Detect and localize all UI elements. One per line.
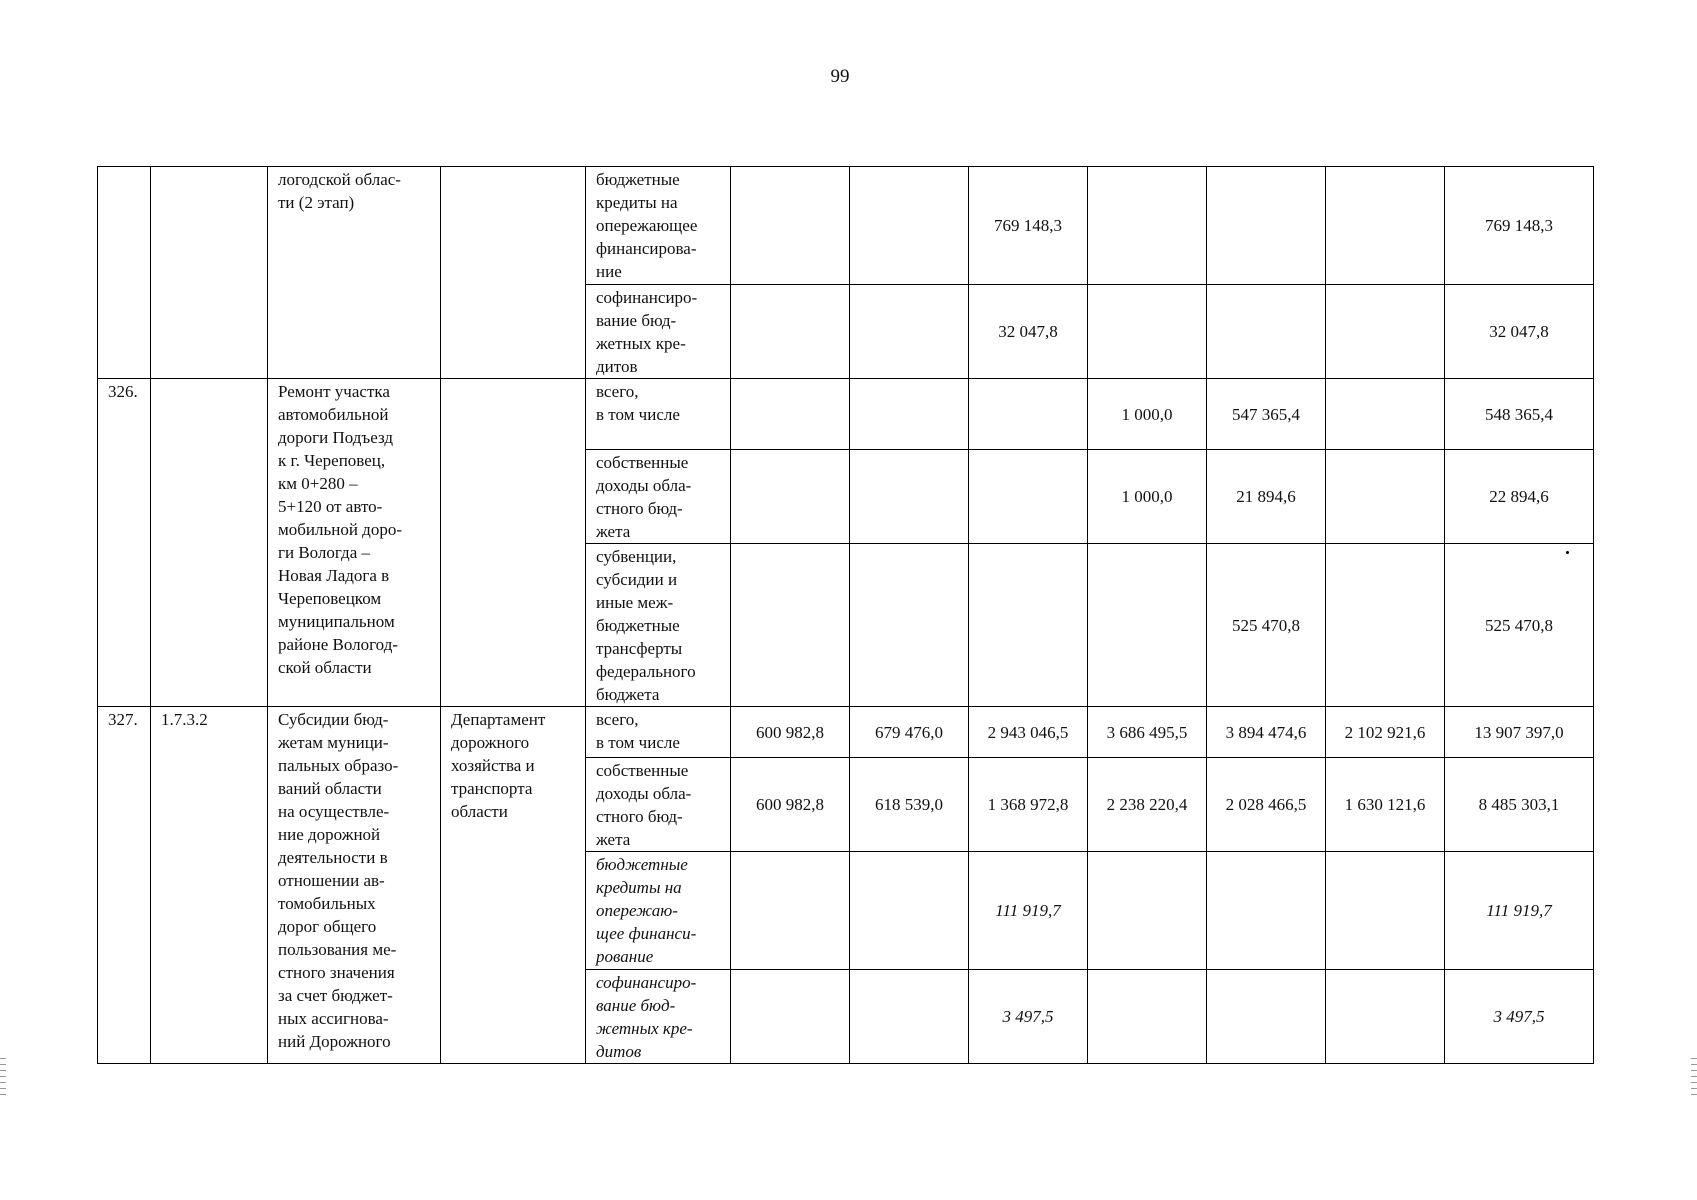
- funding-source-label: [586, 758, 731, 852]
- text-line: ных ассигнова-: [278, 1009, 389, 1028]
- value-cell: [1207, 167, 1326, 285]
- executor-cell: [441, 167, 586, 379]
- value-cell: [1088, 544, 1207, 707]
- text-line: кредиты на: [596, 878, 682, 897]
- value-cell: [1088, 285, 1207, 379]
- value-cell: 1 000,0: [1088, 450, 1207, 544]
- value-cell: [1326, 167, 1445, 285]
- value-cell: 1 000,0: [1088, 379, 1207, 450]
- budget-table: [97, 166, 1594, 1064]
- value-cell: 600 982,8: [731, 758, 850, 852]
- text-line: Департамент: [451, 710, 546, 729]
- total-cell: 525 470,8: [1445, 544, 1594, 707]
- text-line: ние дорожной: [278, 825, 381, 844]
- value-cell: [850, 852, 969, 970]
- total-cell: 8 485 303,1: [1445, 758, 1594, 852]
- scan-speck: [1566, 551, 1569, 554]
- project-name-cell: [268, 379, 441, 707]
- page-number: 99: [830, 66, 850, 87]
- code-cell: [151, 167, 268, 379]
- text-line: районе Вологод-: [278, 635, 399, 654]
- value-cell: [969, 544, 1088, 707]
- text-line: Ремонт участка: [278, 382, 390, 401]
- funding-source-label: [586, 167, 731, 285]
- text-line: дитов: [596, 1042, 642, 1061]
- project-name-cell: [268, 707, 441, 1064]
- funding-source-label: [586, 450, 731, 544]
- value-cell: 21 894,6: [1207, 450, 1326, 544]
- total-cell: 22 894,6: [1445, 450, 1594, 544]
- value-cell: [850, 970, 969, 1064]
- text-line: км 0+280 –: [278, 474, 358, 493]
- executor-cell: [441, 707, 586, 1064]
- value-cell: [1207, 970, 1326, 1064]
- text-line: к г. Череповец,: [278, 451, 386, 470]
- text-line: кредиты на: [596, 193, 678, 212]
- text-line: доходы обла-: [596, 476, 692, 495]
- text-line: вание бюд-: [596, 311, 677, 330]
- text-line: дорожного: [451, 733, 530, 752]
- text-line: доходы обла-: [596, 784, 692, 803]
- funding-source-label: [586, 852, 731, 970]
- scan-edge-marks-right: [1691, 1058, 1697, 1098]
- text-line: дороги Подъезд: [278, 428, 394, 447]
- text-line: ти (2 этап): [278, 193, 355, 212]
- value-cell: [969, 450, 1088, 544]
- value-cell: 2 028 466,5: [1207, 758, 1326, 852]
- text-line: мобильной доро-: [278, 520, 402, 539]
- text-line: на осуществле-: [278, 802, 390, 821]
- row-number-cell: 327.: [98, 707, 151, 1064]
- code-cell: 1.7.3.2: [151, 707, 268, 1064]
- total-cell: 548 365,4: [1445, 379, 1594, 450]
- text-line: субвенции,: [596, 547, 677, 566]
- total-cell: 32 047,8: [1445, 285, 1594, 379]
- value-cell: [1207, 852, 1326, 970]
- value-cell: [731, 450, 850, 544]
- text-line: ние: [596, 262, 622, 281]
- text-line: Новая Ладога в: [278, 566, 390, 585]
- text-line: транспорта: [451, 779, 533, 798]
- table-row: [98, 167, 1594, 285]
- text-line: стного бюд-: [596, 807, 683, 826]
- scan-edge-marks-left: [0, 1058, 6, 1098]
- value-cell: 1 368 972,8: [969, 758, 1088, 852]
- text-line: ги Вологда –: [278, 543, 370, 562]
- value-cell: [1326, 544, 1445, 707]
- total-cell: 3 497,5: [1445, 970, 1594, 1064]
- text-line: трансферты: [596, 639, 683, 658]
- text-line: вание бюд-: [596, 996, 676, 1015]
- value-cell: [969, 379, 1088, 450]
- value-cell: [1207, 285, 1326, 379]
- table-row: [98, 707, 1594, 758]
- project-name-cell: [268, 167, 441, 379]
- text-line: автомобильной: [278, 405, 389, 424]
- text-line: опережающее: [596, 216, 698, 235]
- text-line: стного значения: [278, 963, 395, 982]
- text-line: ний Дорожного: [278, 1032, 391, 1051]
- text-line: деятельности в: [278, 848, 388, 867]
- text-line: софинансиро-: [596, 973, 697, 992]
- text-line: субсидии и: [596, 570, 678, 589]
- executor-cell: [441, 379, 586, 707]
- text-line: жета: [596, 522, 631, 541]
- text-line: Череповецком: [278, 589, 382, 608]
- text-line: пользования ме-: [278, 940, 397, 959]
- text-line: дитов: [596, 357, 638, 376]
- text-line: жетных кре-: [596, 1019, 693, 1038]
- text-line: муниципальном: [278, 612, 395, 631]
- value-cell: [731, 167, 850, 285]
- value-cell: [731, 970, 850, 1064]
- value-cell: 618 539,0: [850, 758, 969, 852]
- value-cell: 32 047,8: [969, 285, 1088, 379]
- text-line: всего,: [596, 710, 639, 729]
- text-line: собственные: [596, 453, 689, 472]
- value-cell: [1088, 167, 1207, 285]
- text-line: всего,: [596, 382, 639, 401]
- value-cell: 3 497,5: [969, 970, 1088, 1064]
- text-line: за счет бюджет-: [278, 986, 393, 1005]
- text-line: иные меж-: [596, 593, 674, 612]
- value-cell: [850, 285, 969, 379]
- value-cell: 1 630 121,6: [1326, 758, 1445, 852]
- value-cell: 3 894 474,6: [1207, 707, 1326, 758]
- text-line: жетам муници-: [278, 733, 389, 752]
- text-line: бюджетные: [596, 170, 680, 189]
- text-line: Субсидии бюд-: [278, 710, 389, 729]
- funding-source-label: [586, 707, 731, 758]
- funding-source-label: [586, 379, 731, 450]
- text-line: софинансиро-: [596, 288, 698, 307]
- text-line: финансирова-: [596, 239, 697, 258]
- value-cell: 3 686 495,5: [1088, 707, 1207, 758]
- value-cell: [1326, 285, 1445, 379]
- value-cell: 600 982,8: [731, 707, 850, 758]
- text-line: области: [451, 802, 508, 821]
- funding-source-label: [586, 285, 731, 379]
- value-cell: [1326, 450, 1445, 544]
- text-line: пальных образо-: [278, 756, 399, 775]
- value-cell: [1088, 970, 1207, 1064]
- funding-source-label: [586, 970, 731, 1064]
- text-line: федерального: [596, 662, 696, 681]
- funding-source-label: [586, 544, 731, 707]
- value-cell: [850, 544, 969, 707]
- value-cell: 679 476,0: [850, 707, 969, 758]
- value-cell: [850, 379, 969, 450]
- text-line: жетных кре-: [596, 334, 686, 353]
- text-line: 5+120 от авто-: [278, 497, 383, 516]
- value-cell: 111 919,7: [969, 852, 1088, 970]
- text-line: в том числе: [596, 405, 680, 424]
- value-cell: [731, 379, 850, 450]
- value-cell: 525 470,8: [1207, 544, 1326, 707]
- row-number-cell: 326.: [98, 379, 151, 707]
- code-cell: [151, 379, 268, 707]
- value-cell: [1326, 970, 1445, 1064]
- text-line: жета: [596, 830, 631, 849]
- text-line: дорог общего: [278, 917, 377, 936]
- value-cell: [1326, 852, 1445, 970]
- text-line: бюджета: [596, 685, 660, 704]
- total-cell: 13 907 397,0: [1445, 707, 1594, 758]
- text-line: ваний области: [278, 779, 382, 798]
- value-cell: 2 943 046,5: [969, 707, 1088, 758]
- total-cell: 769 148,3: [1445, 167, 1594, 285]
- text-line: ской области: [278, 658, 372, 677]
- row-number-cell: [98, 167, 151, 379]
- text-line: хозяйства и: [451, 756, 535, 775]
- text-line: щее финанси-: [596, 924, 697, 943]
- text-line: томобильных: [278, 894, 376, 913]
- value-cell: 2 102 921,6: [1326, 707, 1445, 758]
- text-line: логодской облас-: [278, 170, 401, 189]
- total-cell: 111 919,7: [1445, 852, 1594, 970]
- value-cell: [731, 544, 850, 707]
- value-cell: 547 365,4: [1207, 379, 1326, 450]
- text-line: стного бюд-: [596, 499, 683, 518]
- text-line: рование: [596, 947, 654, 966]
- value-cell: [731, 285, 850, 379]
- text-line: отношении ав-: [278, 871, 385, 890]
- text-line: бюджетные: [596, 855, 688, 874]
- value-cell: [1326, 379, 1445, 450]
- table-row: [98, 379, 1594, 450]
- value-cell: [850, 167, 969, 285]
- text-line: опережаю-: [596, 901, 678, 920]
- value-cell: 769 148,3: [969, 167, 1088, 285]
- value-cell: [1088, 852, 1207, 970]
- text-line: собственные: [596, 761, 689, 780]
- value-cell: 2 238 220,4: [1088, 758, 1207, 852]
- value-cell: [850, 450, 969, 544]
- text-line: бюджетные: [596, 616, 680, 635]
- text-line: в том числе: [596, 733, 680, 752]
- value-cell: [731, 852, 850, 970]
